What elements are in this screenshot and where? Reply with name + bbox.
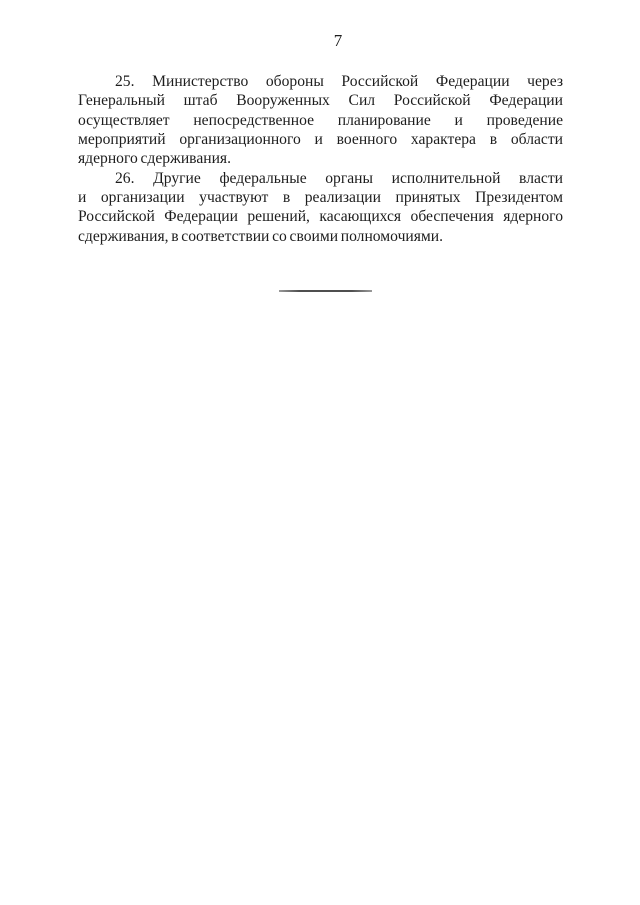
paragraph-26-line-3: Российской Федерации решений, касающихся обеспечения ядерного — [78, 208, 563, 226]
paragraph-25-line-3: осуществляет непосредственное планирование и проведение — [78, 111, 563, 129]
paragraph-25-line-4: мероприятий организационного и военного характера в области — [78, 131, 563, 149]
paragraph-26-line-1: 26. Другие федеральные органы исполнительной власти — [115, 169, 563, 187]
paragraph-26-line-4: сдерживания, в соответствии со своими полномочиями. — [78, 227, 444, 245]
page-number: 7 — [333, 31, 343, 50]
horizontal-rule-divider — [279, 290, 372, 292]
paragraph-25-line-5: ядерного сдерживания. — [78, 150, 232, 168]
paragraph-26-line-2: и организации участвуют в реализации принятых Президентом — [78, 189, 563, 207]
paragraph-25 — [78, 72, 563, 169]
document-text-block — [78, 72, 563, 246]
paragraph-25-line-1: 25. Министерство обороны Российской Федерации через — [115, 73, 563, 90]
paragraph-25-line-2: Генеральный штаб Вооруженных Сил Российской Федерации — [78, 92, 563, 110]
paragraph-26 — [78, 169, 563, 246]
